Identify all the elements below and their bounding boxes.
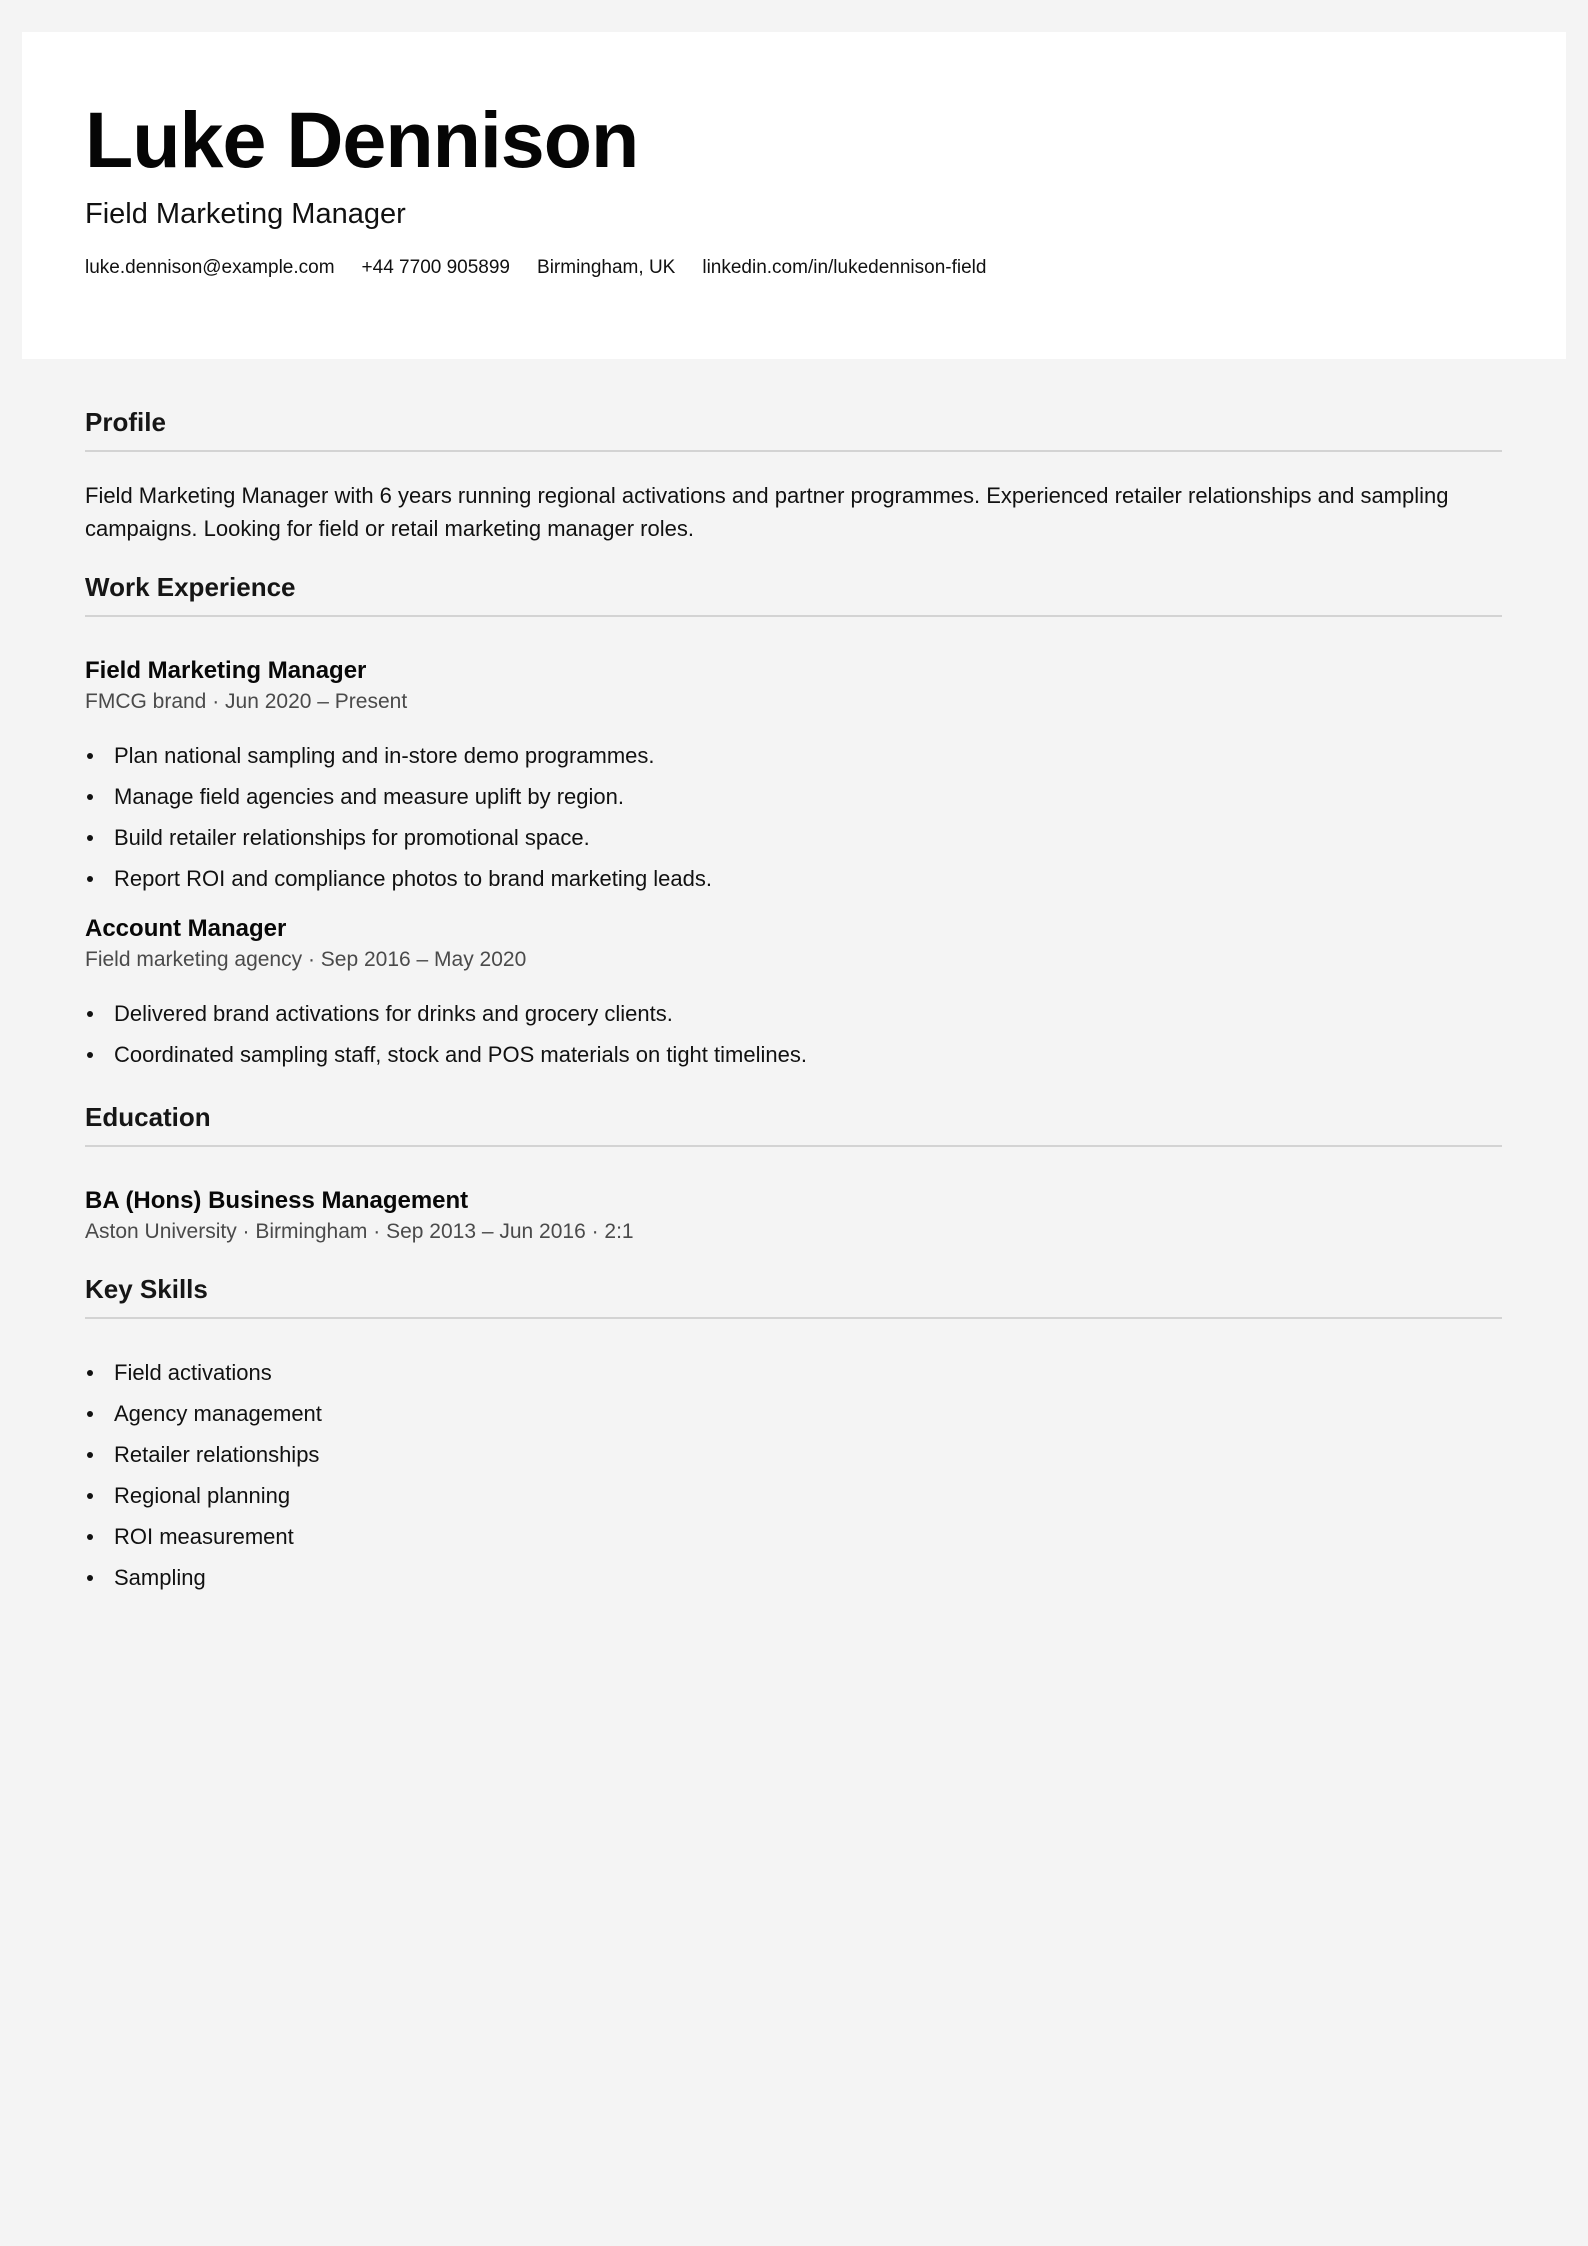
candidate-name: Luke Dennison [85,95,639,184]
skills-divider [85,1317,1502,1319]
job-bullets [85,735,1502,899]
contact-email: luke.dennison@example.com [85,257,335,278]
job-meta: Field marketing agency · Sep 2016 – May 2020 [85,948,527,971]
resume-body [85,404,1502,1598]
profile-heading: Profile [85,407,166,437]
skills-heading: Key Skills [85,1274,208,1304]
job-entry [85,913,1502,1075]
resume-header [22,32,1566,359]
job-bullet: Report ROI and compliance photos to brand marketing leads. [85,858,1502,899]
candidate-title: Field Marketing Manager [85,198,406,230]
degree-title: BA (Hons) Business Management [85,1187,469,1214]
contact-location: Birmingham, UK [537,257,676,278]
job-meta: FMCG brand · Jun 2020 – Present [85,690,408,713]
profile-section [85,404,1502,545]
skill-item: Sampling [85,1557,1502,1598]
job-bullet: Build retailer relationships for promotional space. [85,817,1502,858]
experience-divider [85,615,1502,617]
profile-divider [85,450,1502,452]
job-title: Field Marketing Manager [85,657,367,684]
skill-item: Retailer relationships [85,1434,1502,1475]
job-entry [85,655,1502,899]
skills-list [85,1352,1502,1598]
job-bullet: Manage field agencies and measure uplift by region. [85,776,1502,817]
job-bullet: Coordinated sampling staff, stock and POS materials on tight timelines. [85,1034,1502,1075]
contact-row [85,256,1566,280]
job-bullet: Delivered brand activations for drinks and grocery clients. [85,993,1502,1034]
profile-text: Field Marketing Manager with 6 years running regional activations and partner programmes. Experienced retailer relationships and sampling campaigns. Looking for field or retail marketing manager roles. [85,483,1449,541]
contact-linkedin: linkedin.com/in/lukedennison-field [702,257,987,278]
contact-phone: +44 7700 905899 [361,257,511,278]
education-meta: Aston University · Birmingham · Sep 2013 – Jun 2016 · 2:1 [85,1220,634,1243]
skills-section [85,1271,1502,1598]
skill-item: ROI measurement [85,1516,1502,1557]
experience-heading: Work Experience [85,572,296,602]
education-entry [85,1185,1502,1247]
experience-section [85,569,1502,1075]
skill-item: Regional planning [85,1475,1502,1516]
education-heading: Education [85,1102,211,1132]
skill-item: Agency management [85,1393,1502,1434]
job-bullets [85,993,1502,1075]
job-title: Account Manager [85,915,287,942]
job-bullet: Plan national sampling and in-store demo programmes. [85,735,1502,776]
education-divider [85,1145,1502,1147]
skill-item: Field activations [85,1352,1502,1393]
education-section [85,1099,1502,1247]
